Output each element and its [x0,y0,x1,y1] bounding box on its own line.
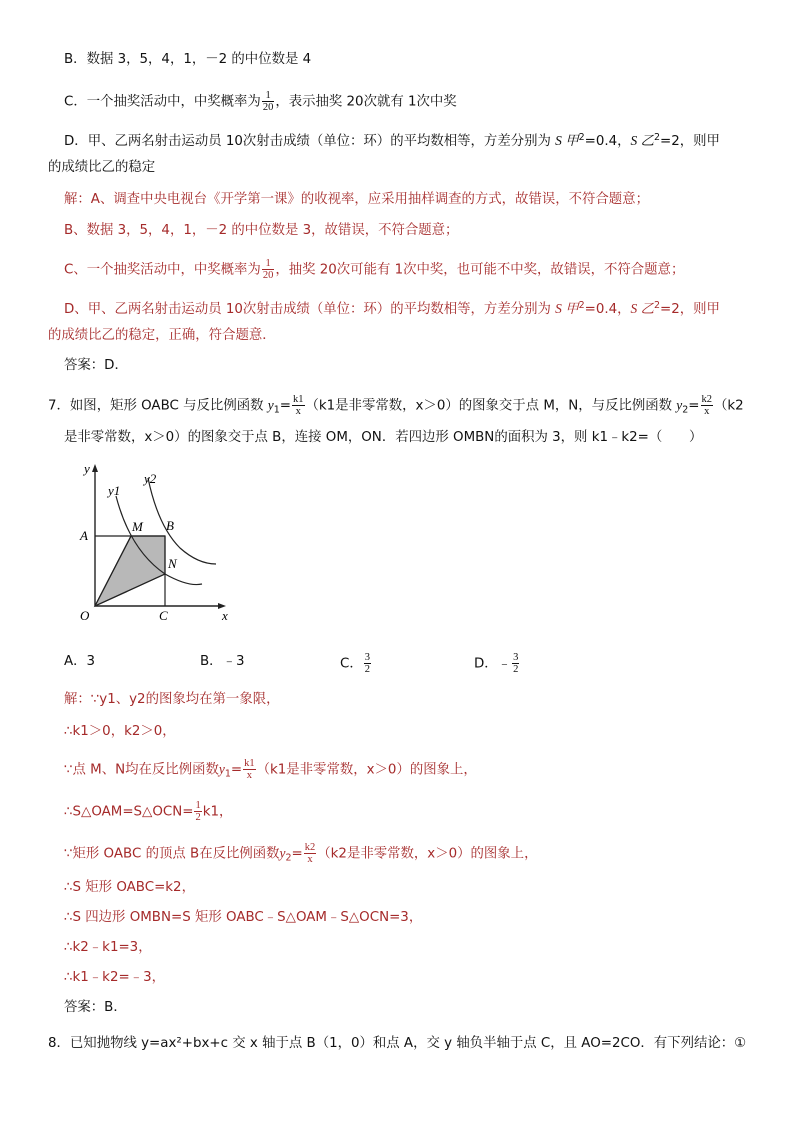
label-c: C [159,608,168,623]
q7-option-b: B．﹣3 [200,654,245,669]
label-y2: y2 [144,471,157,486]
q6-option-c-fraction: $\frac{1}{20}$ [262,90,274,113]
q6-option-c-post: ，表示抽奖 20次就有 1次中奖 [275,94,457,110]
q6-solution-line3: C、一个抽奖活动中，中奖概率为 $\frac{1}{20}$ ，抽奖 20次可能有 1次中奖，也可能不中奖，故错误，不符合题意； [64,258,685,281]
label-y: y [84,461,90,476]
q7-solution-line4: ∴S△OAM=S△OCN= $\frac{1}{2}$ k1， [64,800,233,823]
q6-solution-line1: 解：A、调查中央电视台《开学第一课》的收视率，应采用抽样调查的方式，故错误，不符合题意； [64,192,649,207]
q7-solution-line1: 解：∵y1、y2的图象均在第一象限， [64,692,280,707]
q6-option-c-pre: C．一个抽奖活动中，中奖概率为 [64,94,261,110]
q6-option-c [64,90,457,113]
q6-option-d-mid: =0.4， [584,134,631,149]
label-b: B [166,518,174,533]
label-x: x [222,608,228,623]
q7-solution-fraction-k1: $\frac{k1}{x}$ [244,758,255,781]
q6-solution-line5: 的成绩比乙的稳定，正确，符合题意． [48,328,276,343]
q7-option-a: A．3 [64,654,96,669]
y-axis-arrow [92,464,98,472]
q7-option-d: D．﹣ $\frac{3}{2}$ [474,652,519,675]
q7-solution-line2: ∴k1＞0，k2＞0， [64,724,176,739]
q7-solution-fraction-k2: $\frac{k2}{x}$ [304,842,316,865]
q7-answer: 答案：B． [64,1000,127,1015]
q6-solution-line4: D、甲、乙两名射击运动员 10次射击成绩（单位：环）的平均数相等，方差分别为 S 甲$^2$=0.4，S 乙$^2$=2，则甲 [64,300,720,317]
q7-solution-line8: ∴k2﹣k1=3， [64,940,152,955]
label-n: N [168,556,177,571]
q6-solution-fraction: $\frac{1}{20}$ [262,258,274,281]
label-o: O [80,608,90,623]
variance-jia: S 甲 [555,133,579,148]
q7-stem-fraction-k2: $\frac{k2}{x}$ [701,394,713,417]
q7-solution-line9: ∴k1﹣k2=﹣3， [64,970,165,985]
q6-option-d-line2: 的成绩比乙的稳定 [48,160,156,175]
q6-option-d-pre: D．甲、乙两名射击运动员 10次射击成绩（单位：环）的平均数相等，方差分别为 [64,134,551,149]
q8-stem: 8．已知抛物线 y=ax²+bx+c 交 x 轴于点 B（1，0）和点 A，交 y 轴负半轴于点 C，且 AO=2CO．有下列结论：① [48,1036,747,1051]
label-m: M [132,519,143,534]
variance-yi: S 乙 [630,133,654,148]
q7-figure [62,460,242,630]
q6-solution-line2: B、数据 3，5，4，1，－2 的中位数是 3，故错误，不符合题意； [64,223,459,238]
q7-option-d-fraction: $\frac{3}{2}$ [513,652,519,675]
q7-stem-line2: 是非零常数，x＞0）的图象交于点 B，连接 OM，ON．若四边形 OMBN的面积为 3，则 k1﹣k2=（ ） [64,430,703,445]
q7-stem-fraction-k1: $\frac{k1}{x}$ [293,394,304,417]
q7-solution-line6: ∴S 矩形 OABC=k2， [64,880,195,895]
q7-stem-line1: 7．如图，矩形 OABC 与反比例函数 $y_1=$ $\frac{k1}{x}$ （k1是非零常数，x＞0）的图象交于点 M，N，与反比例函数 $y_2=$ $\frac{k2}{x}$ （k2 [48,394,744,417]
q7-solution-line7: ∴S 四边形 OMBN=S 矩形 OABC﹣S△OAM﹣S△OCN=3， [64,910,423,925]
q6-option-d: D．甲、乙两名射击运动员 10次射击成绩（单位：环）的平均数相等，方差分别为 S 甲$^2$=0.4，S 乙$^2$=2，则甲 [64,132,720,149]
quadrilateral-omnb [95,536,165,606]
q6-answer: 答案：D． [64,358,128,373]
q7-option-c-fraction: $\frac{3}{2}$ [364,652,370,675]
label-y1: y1 [108,483,121,498]
q7-solution-line3: ∵点 M、N均在反比例函数$y_1=$ $\frac{k1}{x}$ （k1是非零常数，x＞0）的图象上， [64,758,477,781]
q7-solution-line5: ∵矩形 OABC 的顶点 B在反比例函数$y_2=$ $\frac{k2}{x}$ （k2是非零常数，x＞0）的图象上， [64,842,538,865]
q6-option-d-post: =2，则甲 [660,134,720,149]
q6-option-b: B．数据 3，5，4，1，－2 的中位数是 4 [64,52,312,67]
q7-option-c: C． $\frac{3}{2}$ [340,652,370,675]
label-a: A [80,528,88,543]
q7-solution-fraction-half: $\frac{1}{2}$ [195,800,201,823]
